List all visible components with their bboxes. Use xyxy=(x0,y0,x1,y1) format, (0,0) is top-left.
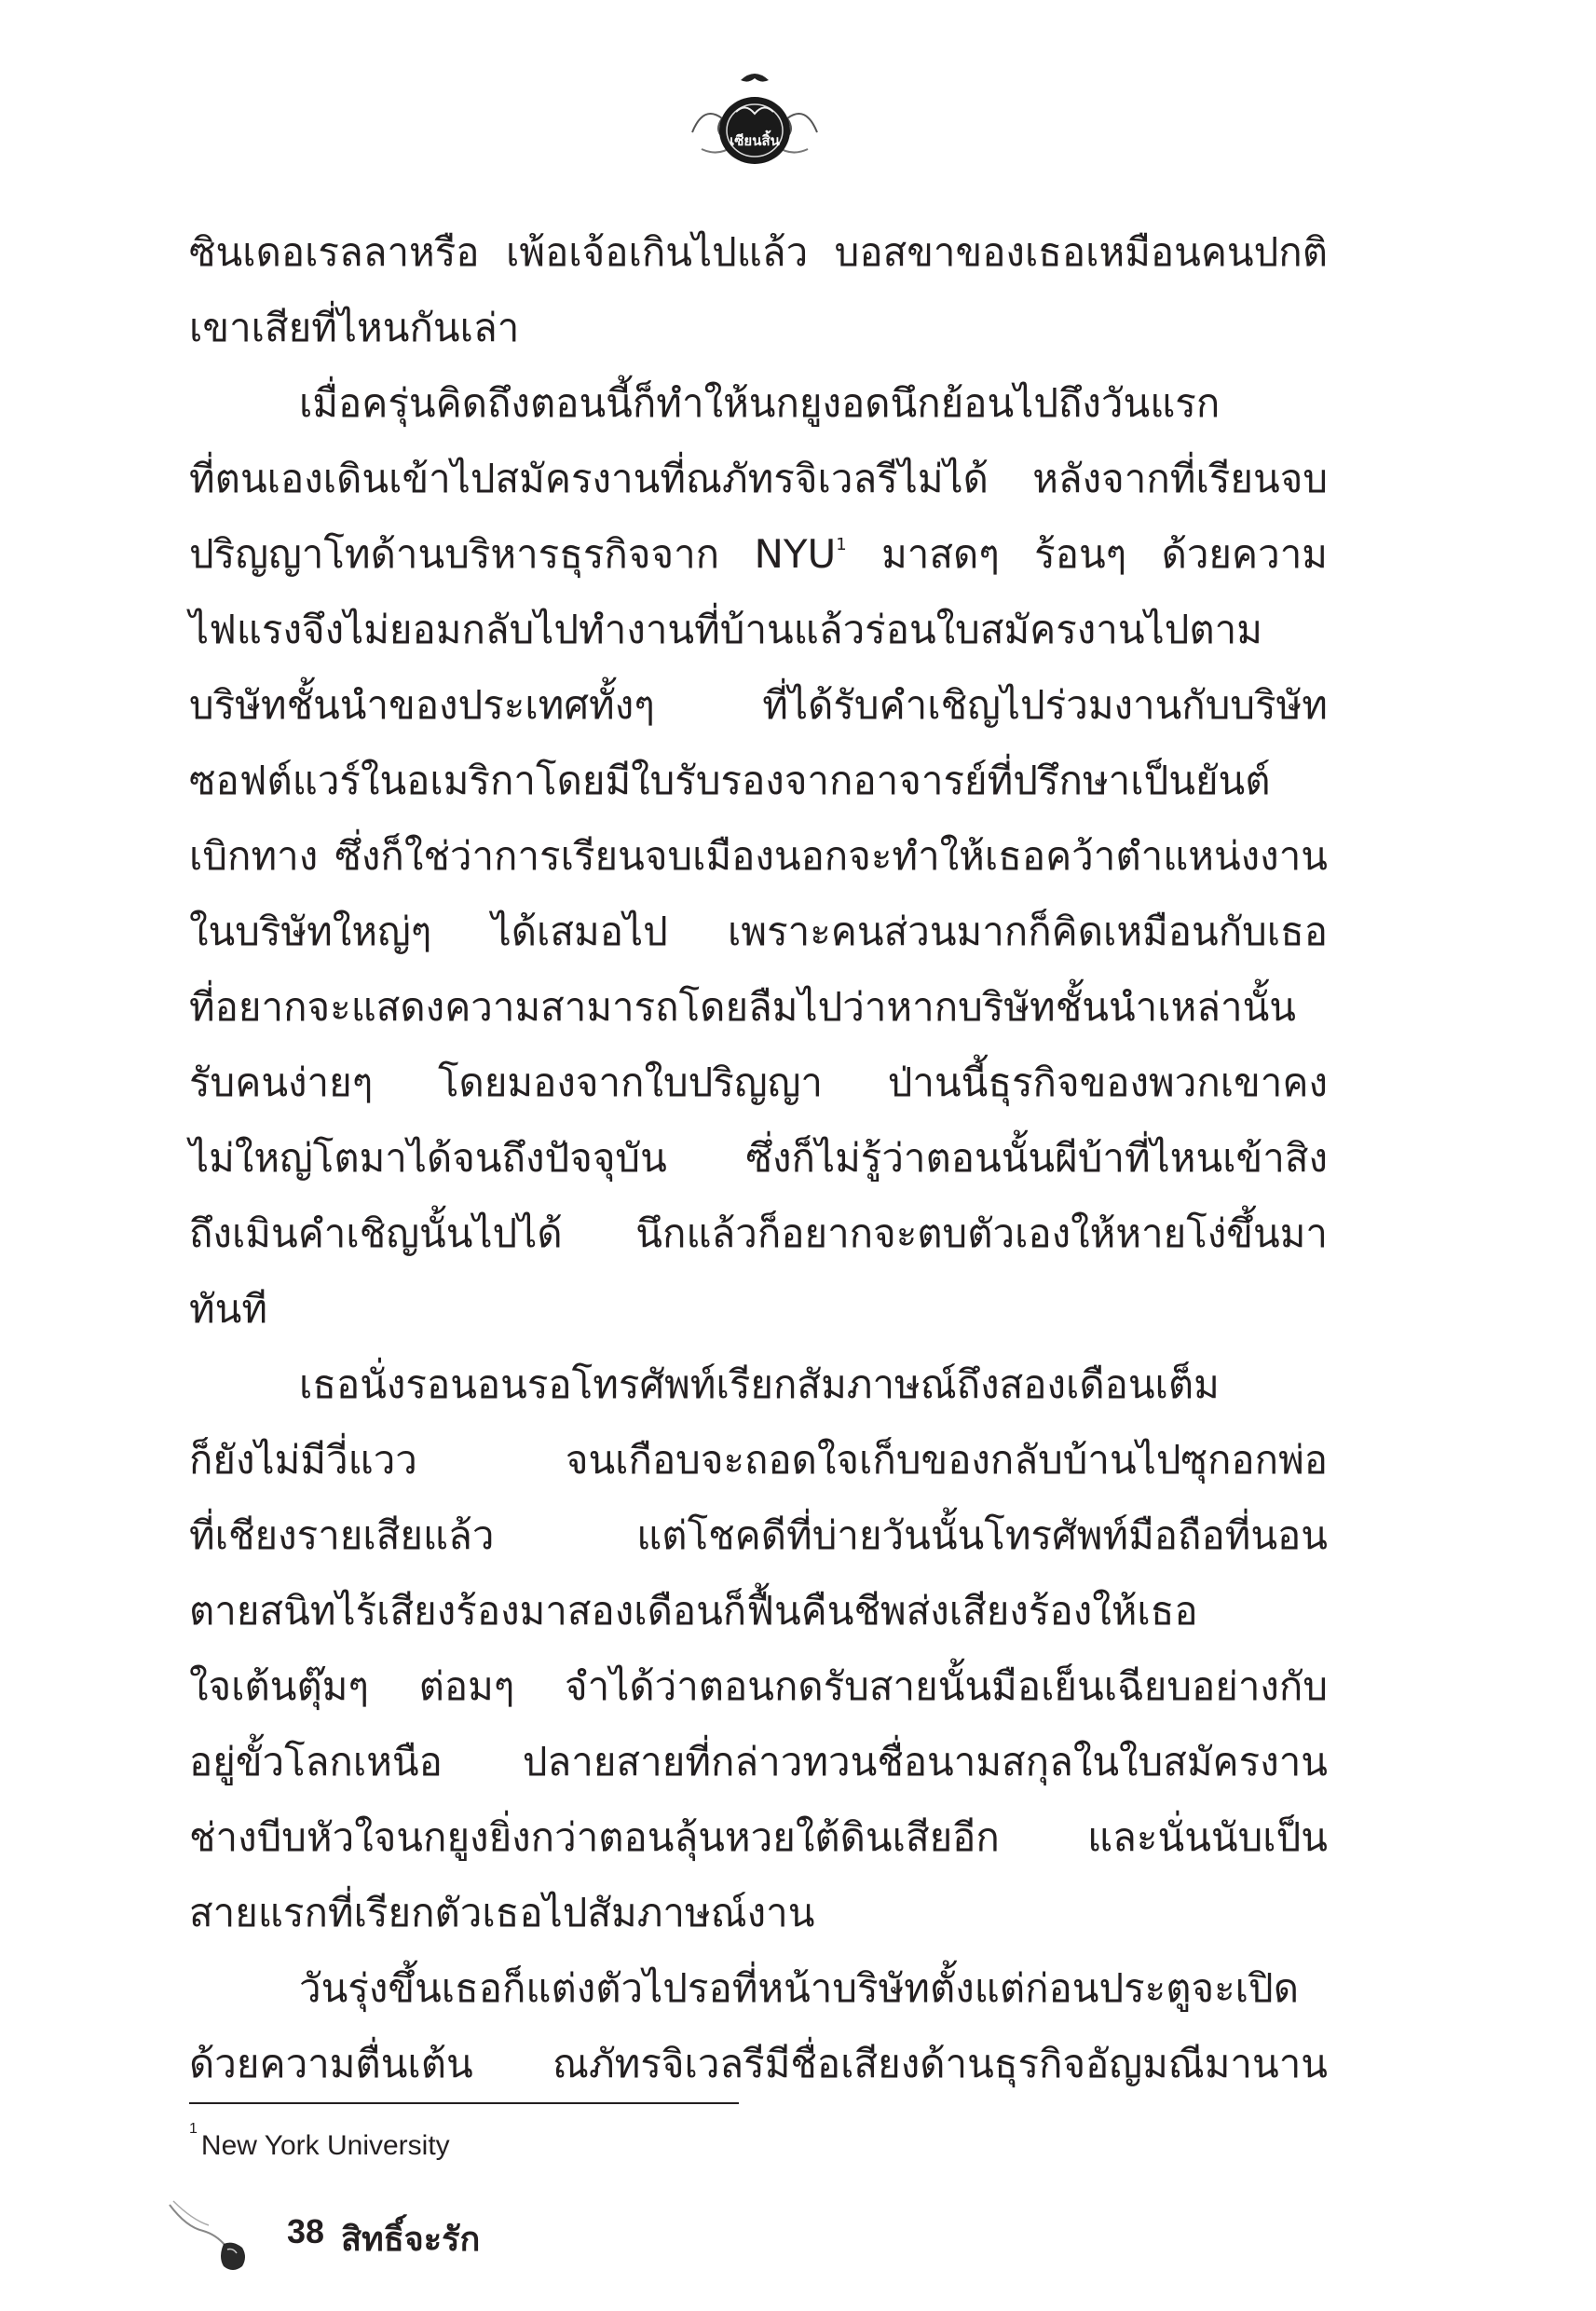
text-line: ซอฟต์แวร์ในอเมริกาโดยมีใบรับรองจากอาจารย์ที่ปรึกษาเป็นยันต์ xyxy=(189,758,1271,803)
text-line-with-footnote xyxy=(189,516,1328,592)
text-line: เบิกทาง ซึ่งก็ใช่ว่าการเรียนจบเมืองนอกจะทำให้เธอคว้าตำแหน่งงาน xyxy=(189,833,1328,879)
ornamental-crest-icon xyxy=(685,67,825,175)
body-text xyxy=(189,214,1328,2101)
footnote-text: New York University xyxy=(200,2130,450,2161)
text-line: รับคนง่ายๆ โดยมองจากใบปริญญา ป่านนี้ธุรกิจของพวกเขาคง xyxy=(189,1060,1328,1105)
text-line: ใจเต้นตุ๊มๆ ต่อมๆ จำได้ว่าตอนกดรับสายนั้นมือเย็นเฉียบอย่างกับ xyxy=(189,1663,1328,1709)
text-line: เธอนั่งรอนอนรอโทรศัพท์เรียกสัมภาษณ์ถึงสองเดือนเต็ม xyxy=(299,1361,1220,1407)
text-line: ตายสนิทไร้เสียงร้องมาสองเดือนก็ฟื้นคืนชีพส่งเสียงร้องให้เธอ xyxy=(189,1588,1198,1634)
footnote-marker: 1 xyxy=(189,2121,198,2137)
footnote-reference: 1 xyxy=(836,535,847,554)
text-line: วันรุ่งขึ้นเธอก็แต่งตัวไปรอที่หน้าบริษัทตั้งแต่ก่อนประตูจะเปิด xyxy=(299,1965,1299,2011)
text-line: เมื่อครุ่นคิดถึงตอนนี้ก็ทำให้นกยูงอดนึกย้อนไปถึงวันแรก xyxy=(299,380,1221,426)
text-line: ก็ยังไม่มีวี่แวว จนเกือบจะถอดใจเก็บของกลับบ้านไปซุกอกพ่อ xyxy=(189,1437,1328,1483)
text-line: ไฟแรงจึงไม่ยอมกลับไปทำงานที่บ้านแล้วร่อนใบสมัครงานไปตาม xyxy=(189,607,1262,652)
text-line: ถึงเมินคำเชิญนั้นไปได้ นึกแล้วก็อยากจะตบตัวเองให้หายโง่ขึ้นมา xyxy=(189,1210,1328,1256)
text-line: บริษัทชั้นนำของประเทศทั้งๆ ที่ได้รับคำเชิญไปร่วมงานกับบริษัท xyxy=(189,682,1328,728)
text-line: สายแรกที่เรียกตัวเธอไปสัมภาษณ์งาน xyxy=(189,1890,815,1935)
text-segment: มาสดๆ ร้อนๆ ด้วยความ xyxy=(846,531,1328,577)
text-line: ที่ตนเองเดินเข้าไปสมัครงานที่ณภัทรจิเวลรีไม่ได้ หลังจากที่เรียนจบ xyxy=(189,456,1328,501)
text-line: เขาเสียที่ไหนกันเล่า xyxy=(189,305,520,350)
page-footer xyxy=(168,2199,727,2283)
footnote-divider xyxy=(189,2102,739,2104)
text-line: อยู่ขั้วโลกเหนือ ปลายสายที่กล่าวทวนชื่อนามสกุลในใบสมัครงาน xyxy=(189,1739,1328,1785)
hanging-gem-ornament-icon xyxy=(168,2199,253,2276)
text-line: ที่เชียงรายเสียแล้ว แต่โชคดีที่บ่ายวันนั้นโทรศัพท์มือถือที่นอน xyxy=(189,1512,1328,1558)
text-segment: ปริญญาโทด้านบริหารธุรกิจจาก NYU xyxy=(189,531,837,577)
text-line: ช่างบีบหัวใจนกยูงยิ่งกว่าตอนลุ้นหวยใต้ดินเสียอีก และนั่นนับเป็น xyxy=(189,1814,1328,1860)
text-line: ในบริษัทใหญ่ๆ ได้เสมอไป เพราะคนส่วนมากก็คิดเหมือนกับเธอ xyxy=(189,909,1328,954)
header-emblem xyxy=(685,67,825,175)
text-line: ซินเดอเรลลาหรือ เพ้อเจ้อเกินไปแล้ว บอสขาของเธอเหมือนคนปกติ xyxy=(189,229,1328,275)
page-number: 38 xyxy=(287,2212,325,2250)
text-line: ทันที xyxy=(189,1286,268,1332)
emblem-text: เซียนสิ้น xyxy=(730,132,780,149)
text-line: ที่อยากจะแสดงความสามารถโดยลืมไปว่าหากบริษัทชั้นนำเหล่านั้น xyxy=(189,984,1297,1030)
text-line: ไม่ใหญ่โตมาได้จนถึงปัจจุบัน ซึ่งก็ไม่รู้ว่าตอนนั้นผีบ้าที่ไหนเข้าสิง xyxy=(189,1135,1328,1181)
footnote xyxy=(189,2122,450,2165)
text-line: ด้วยความตื่นเต้น ณภัทรจิเวลรีมีชื่อเสียงด้านธุรกิจอัญมณีมานาน xyxy=(189,2041,1328,2086)
book-title: สิทธิ์จะรัก xyxy=(341,2221,481,2259)
